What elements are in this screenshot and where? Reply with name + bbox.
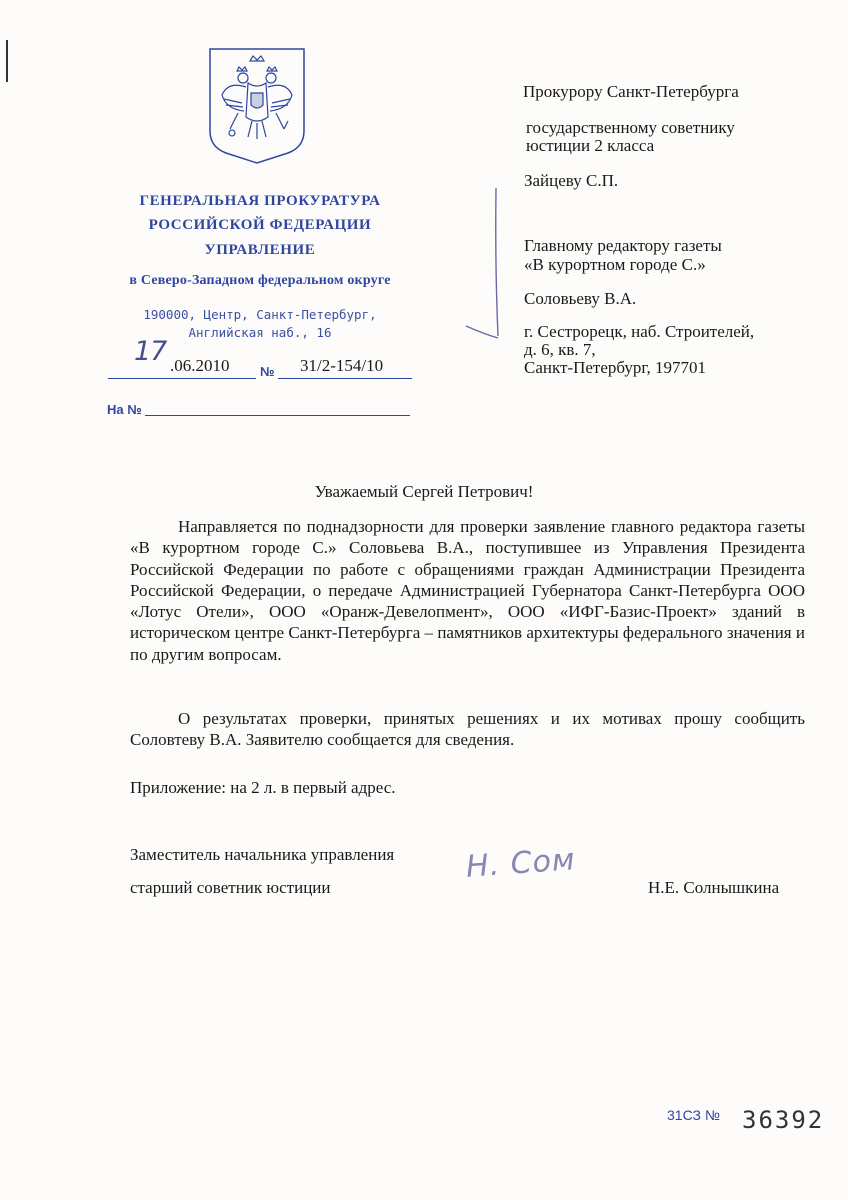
- outgoing-date: .06.2010: [170, 356, 230, 375]
- recipient-line-2: государственному советнику: [526, 118, 735, 137]
- handwritten-day: 17: [134, 336, 167, 367]
- signatory-position-2: старший советник юстиции: [130, 878, 331, 897]
- double-headed-eagle-icon: [208, 47, 306, 165]
- recipient-line-7: Соловьеву В.А.: [524, 289, 637, 308]
- letterhead-address-2: Английская наб., 16: [188, 325, 332, 340]
- letterhead-address-1: 190000, Центр, Санкт-Петербург,: [143, 307, 377, 322]
- body-paragraph-2: О результатах проверки, принятых решениях и их мотивах прошу сообщить Соловтеву В.А. Заявителю сообщается для сведения.: [130, 709, 805, 750]
- letterhead-line-1: ГЕНЕРАЛЬНАЯ ПРОКУРАТУРА: [139, 193, 381, 209]
- recipient-line-6: «В курортном городе С.»: [524, 255, 706, 274]
- outgoing-number: 31/2-154/10: [300, 356, 384, 375]
- scan-edge-mark: [6, 40, 8, 82]
- handwritten-arrow-icon: [462, 186, 508, 350]
- reply-to-label: На №: [107, 402, 142, 417]
- signatory-position-1: Заместитель начальника управления: [130, 845, 395, 864]
- letterhead-line-3: УПРАВЛЕНИЕ: [204, 242, 316, 258]
- recipient-line-10: Санкт-Петербург, 197701: [524, 358, 706, 377]
- number-underline: [278, 378, 412, 379]
- state-emblem: [208, 47, 306, 165]
- greeting: Уважаемый Сергей Петрович!: [314, 482, 534, 501]
- recipient-line-9: д. 6, кв. 7,: [524, 340, 596, 359]
- reply-to-underline: [145, 415, 410, 416]
- attachment-note: Приложение: на 2 л. в первый адрес.: [130, 778, 396, 797]
- registration-label: 31СЗ №: [667, 1107, 720, 1123]
- letterhead-line-4: в Северо-Западном федеральном округе: [129, 273, 391, 288]
- recipient-line-4: Зайцеву С.П.: [524, 171, 619, 190]
- recipient-line-1: Прокурору Санкт-Петербурга: [523, 82, 739, 101]
- recipient-line-5: Главному редактору газеты: [524, 236, 722, 255]
- registration-number: 36392: [742, 1106, 825, 1134]
- body-paragraph-1: Направляется по поднадзорности для проверки заявление главного редактора газеты «В курортном городе С.» Соловьева В.А., поступившее из Управления Президента Российской Федерации по работе с обращениями граждан Администрации Президента Российской Федерации, о передаче Администрацией Губернатора Санкт-Петербурга ООО «Лотус Отели», ООО «Оранж-Девелопмент», ООО «ИФГ-Базис-Проект» зданий в историческом центре Санкт-Петербурга – памятников архитектуры федерального значения и по другим вопросам.: [130, 517, 805, 664]
- handwritten-signature: Н. Сом: [464, 842, 577, 885]
- recipient-line-3: юстиции 2 класса: [526, 136, 655, 155]
- signatory-name: Н.Е. Солнышкина: [648, 878, 780, 897]
- recipient-line-8: г. Сестрорецк, наб. Строителей,: [524, 322, 755, 341]
- date-underline: [108, 378, 256, 379]
- letterhead-line-2: РОССИЙСКОЙ ФЕДЕРАЦИИ: [148, 217, 372, 233]
- number-label: №: [260, 364, 275, 379]
